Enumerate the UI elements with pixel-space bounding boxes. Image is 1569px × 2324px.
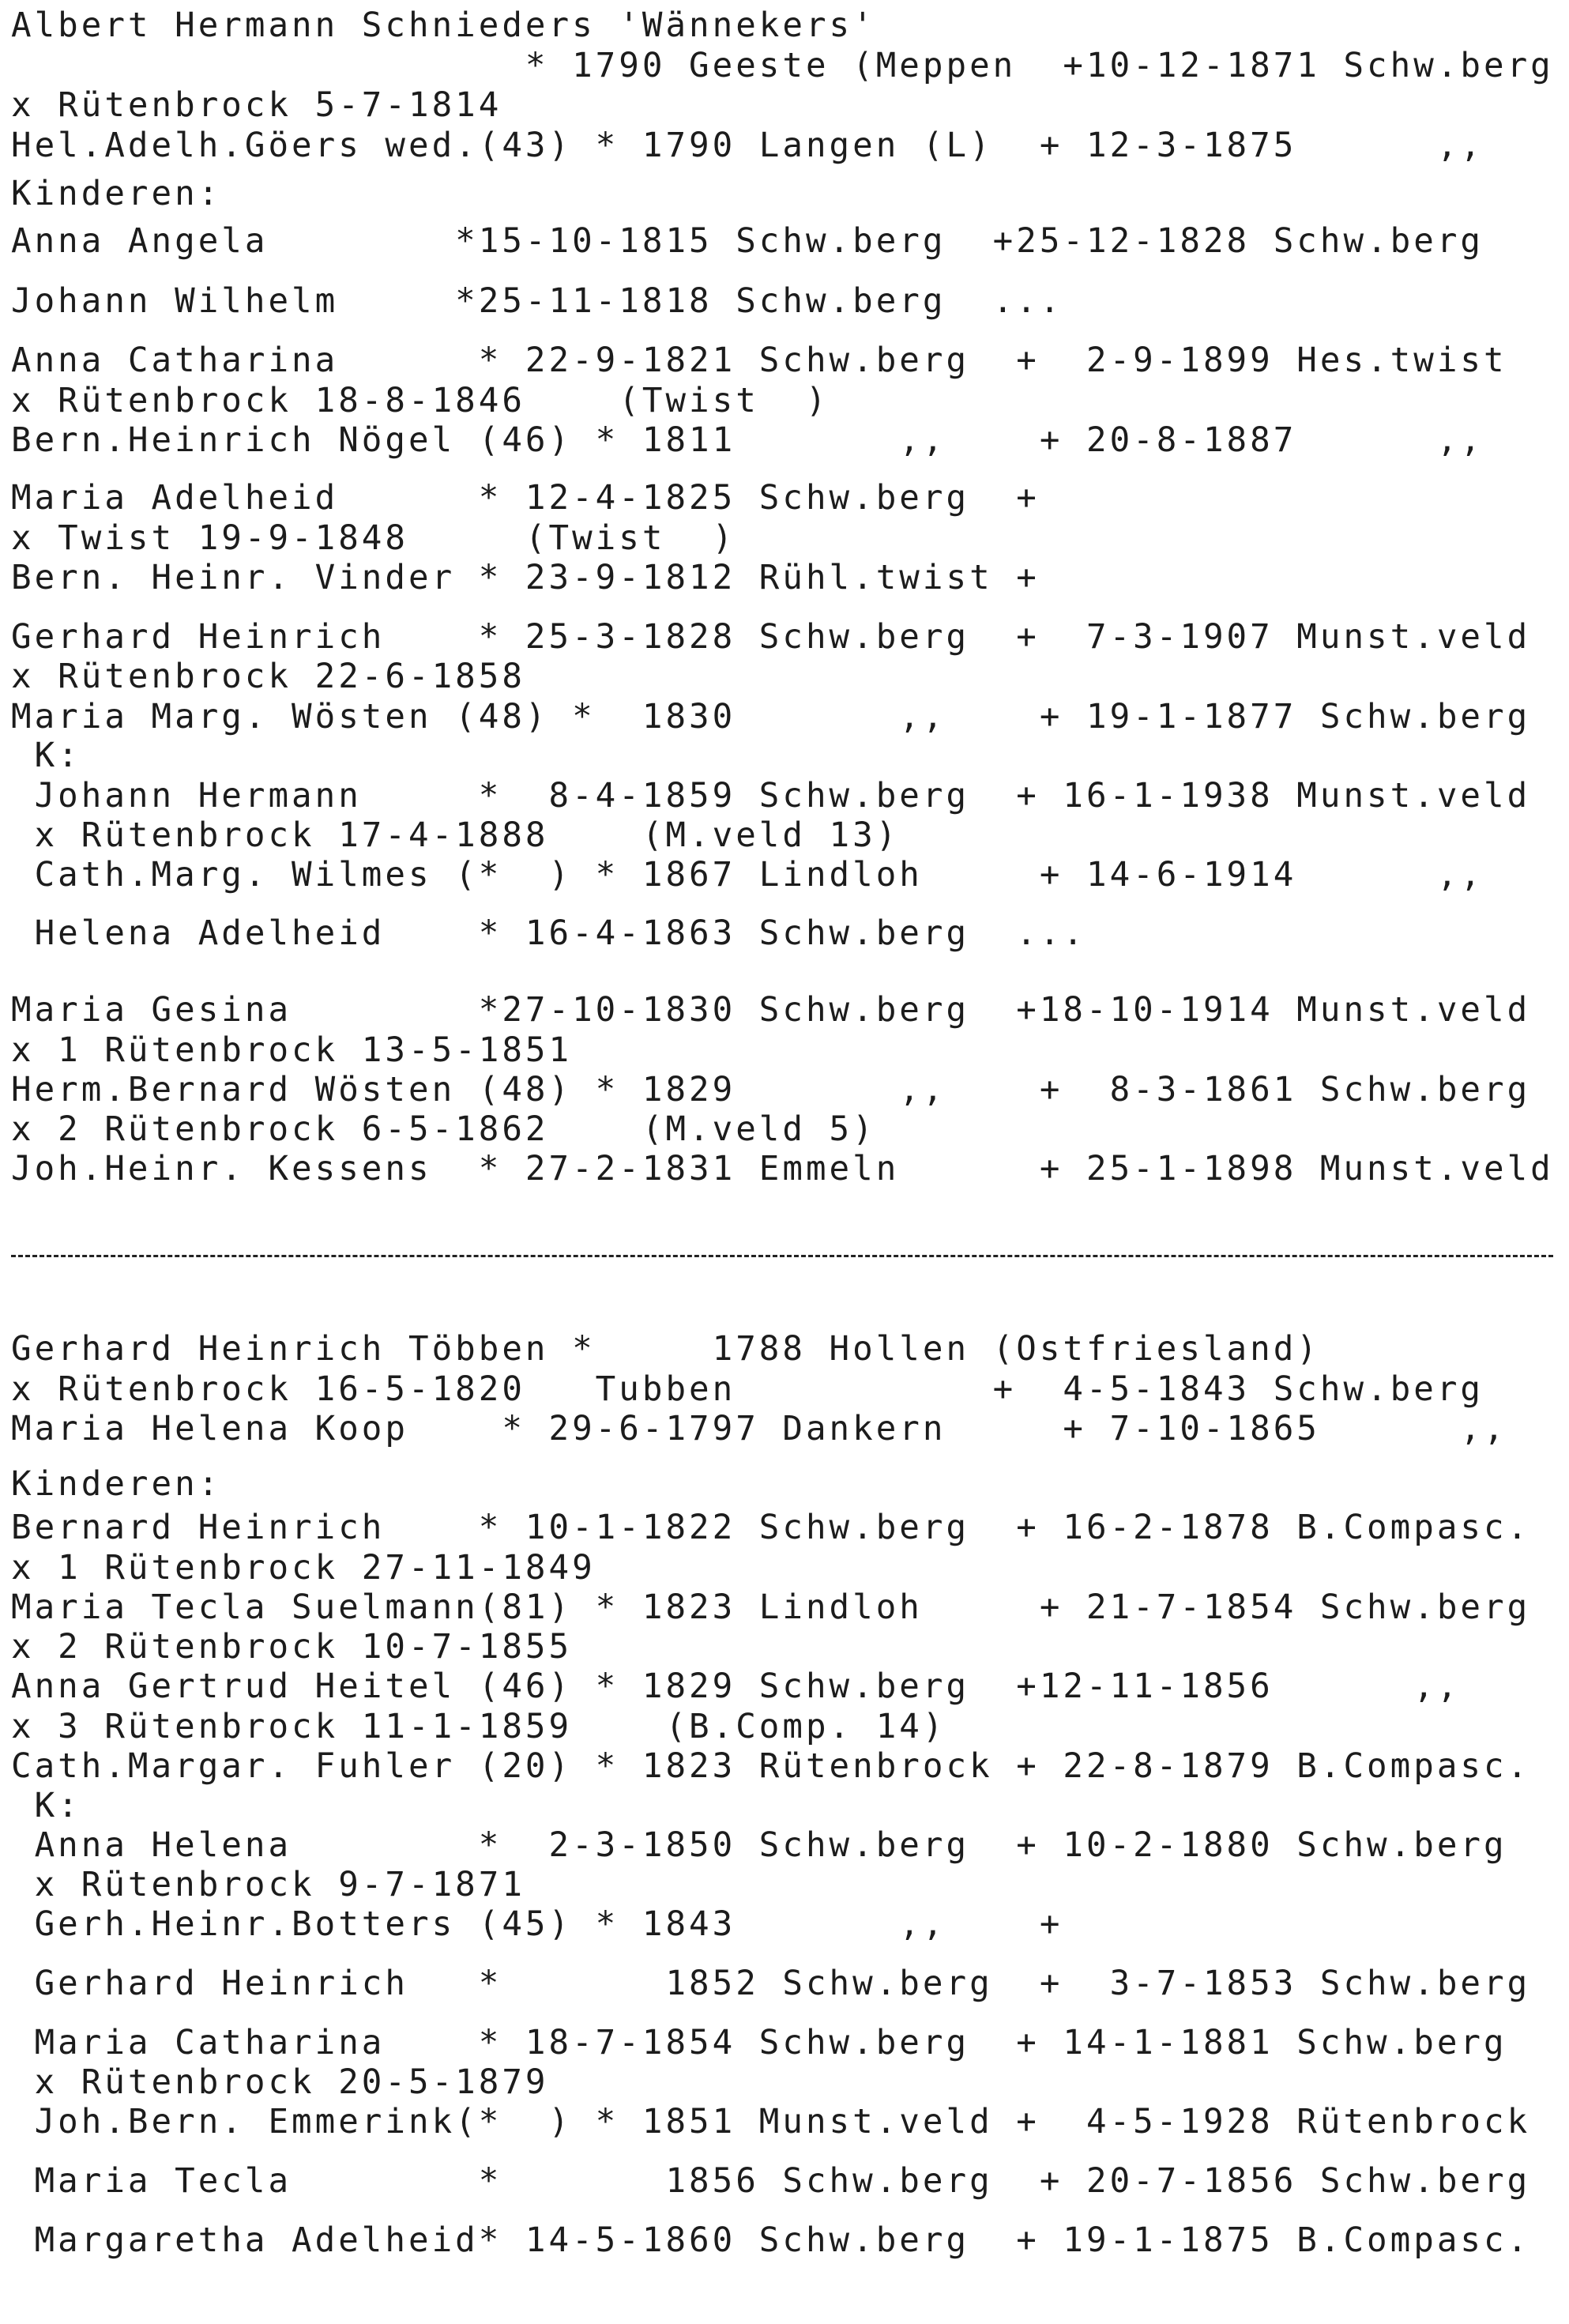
s1-line-16: Maria Marg. Wösten (48) * 1830 ,, + 19-1-1877 Schw.berg <box>11 698 1531 736</box>
s1-line-06: Anna Angela *15-10-1815 Schw.berg +25-12-1828 Schw.berg <box>11 222 1484 261</box>
s1-line-19: x Rütenbrock 17-4-1888 (M.veld 13) <box>11 816 900 855</box>
s2-line-01: Gerhard Heinrich Többen * 1788 Hollen (Ostfriesland) <box>11 1330 1320 1369</box>
s2-line-21: Margaretha Adelheid* 14-5-1860 Schw.berg + 19-1-1875 B.Compasc. <box>11 2221 1531 2260</box>
s1-line-24: Herm.Bernard Wösten (48) * 1829 ,, + 8-3-1861 Schw.berg <box>11 1071 1531 1109</box>
s1-line-17: K: <box>11 736 81 775</box>
s2-line-17: Maria Catharina * 18-7-1854 Schw.berg + 14-1-1881 Schw.berg <box>11 2024 1507 2062</box>
s2-line-07: Maria Tecla Suelmann(81) * 1823 Lindloh + 21-7-1854 Schw.berg <box>11 1588 1531 1627</box>
s2-line-16: Gerhard Heinrich * 1852 Schw.berg + 3-7-1853 Schw.berg <box>11 1964 1531 2003</box>
s1-line-01: Albert Hermann Schnieders 'Wännekers' <box>11 6 876 45</box>
s2-line-15: Gerh.Heinr.Botters (45) * 1843 ,, + <box>11 1905 1063 1944</box>
s1-line-10: Bern.Heinrich Nögel (46) * 1811 ,, + 20-8-1887 ,, <box>11 421 1484 460</box>
s2-line-14: x Rütenbrock 9-7-1871 <box>11 1866 525 1904</box>
s2-line-05: Bernard Heinrich * 10-1-1822 Schw.berg + 16-2-1878 B.Compasc. <box>11 1509 1531 1547</box>
s2-line-02: x Rütenbrock 16-5-1820 Tubben + 4-5-1843 Schw.berg <box>11 1370 1484 1409</box>
s1-line-23: x 1 Rütenbrock 13-5-1851 <box>11 1031 573 1070</box>
s2-line-10: x 3 Rütenbrock 11-1-1859 (B.Comp. 14) <box>11 1708 946 1746</box>
s1-line-08: Anna Catharina * 22-9-1821 Schw.berg + 2-9-1899 Hes.twist <box>11 341 1507 380</box>
s2-line-20: Maria Tecla * 1856 Schw.berg + 20-7-1856 Schw.berg <box>11 2162 1531 2201</box>
s1-line-22: Maria Gesina *27-10-1830 Schw.berg +18-10-1914 Munst.veld <box>11 991 1531 1030</box>
s1-line-12: x Twist 19-9-1848 (Twist ) <box>11 519 736 558</box>
s2-line-13: Anna Helena * 2-3-1850 Schw.berg + 10-2-1880 Schw.berg <box>11 1826 1507 1865</box>
s2-line-03: Maria Helena Koop * 29-6-1797 Dankern + 7-10-1865 ,, <box>11 1410 1507 1448</box>
s1-line-09: x Rütenbrock 18-8-1846 (Twist ) <box>11 382 830 420</box>
s2-line-18: x Rütenbrock 20-5-1879 <box>11 2063 549 2102</box>
s2-line-04: Kinderen: <box>11 1465 222 1504</box>
s1-line-20: Cath.Marg. Wilmes (* ) * 1867 Lindloh + 14-6-1914 ,, <box>11 856 1484 895</box>
s2-line-19: Joh.Bern. Emmerink(* ) * 1851 Munst.veld + 4-5-1928 Rütenbrock <box>11 2103 1531 2141</box>
section-divider <box>11 1255 1553 1257</box>
s1-line-15: x Rütenbrock 22-6-1858 <box>11 657 525 696</box>
s1-line-13: Bern. Heinr. Vinder * 23-9-1812 Rühl.twist + <box>11 559 1040 597</box>
s1-line-05: Kinderen: <box>11 175 222 213</box>
s2-line-06: x 1 Rütenbrock 27-11-1849 <box>11 1549 596 1588</box>
s1-line-21: Helena Adelheid * 16-4-1863 Schw.berg ... <box>11 914 1087 953</box>
s1-line-04: Hel.Adelh.Göers wed.(43) * 1790 Langen (L) + 12-3-1875 ,, <box>11 126 1484 165</box>
s1-line-03: x Rütenbrock 5-7-1814 <box>11 86 502 125</box>
s1-line-26: Joh.Heinr. Kessens * 27-2-1831 Emmeln + 25-1-1898 Munst.veld <box>11 1150 1554 1188</box>
s2-line-08: x 2 Rütenbrock 10-7-1855 <box>11 1628 573 1667</box>
s1-line-25: x 2 Rütenbrock 6-5-1862 (M.veld 5) <box>11 1110 876 1149</box>
s2-line-11: Cath.Margar. Fuhler (20) * 1823 Rütenbrock + 22-8-1879 B.Compasc. <box>11 1747 1531 1786</box>
s1-line-07: Johann Wilhelm *25-11-1818 Schw.berg ... <box>11 282 1063 321</box>
s1-line-11: Maria Adelheid * 12-4-1825 Schw.berg + <box>11 479 1040 518</box>
s2-line-09: Anna Gertrud Heitel (46) * 1829 Schw.berg +12-11-1856 ,, <box>11 1667 1461 1706</box>
s1-line-18: Johann Hermann * 8-4-1859 Schw.berg + 16-1-1938 Munst.veld <box>11 777 1531 815</box>
s1-line-14: Gerhard Heinrich * 25-3-1828 Schw.berg + 7-3-1907 Munst.veld <box>11 618 1531 657</box>
s1-line-02: * 1790 Geeste (Meppen +10-12-1871 Schw.berg <box>11 47 1554 85</box>
s2-line-12: K: <box>11 1787 81 1825</box>
